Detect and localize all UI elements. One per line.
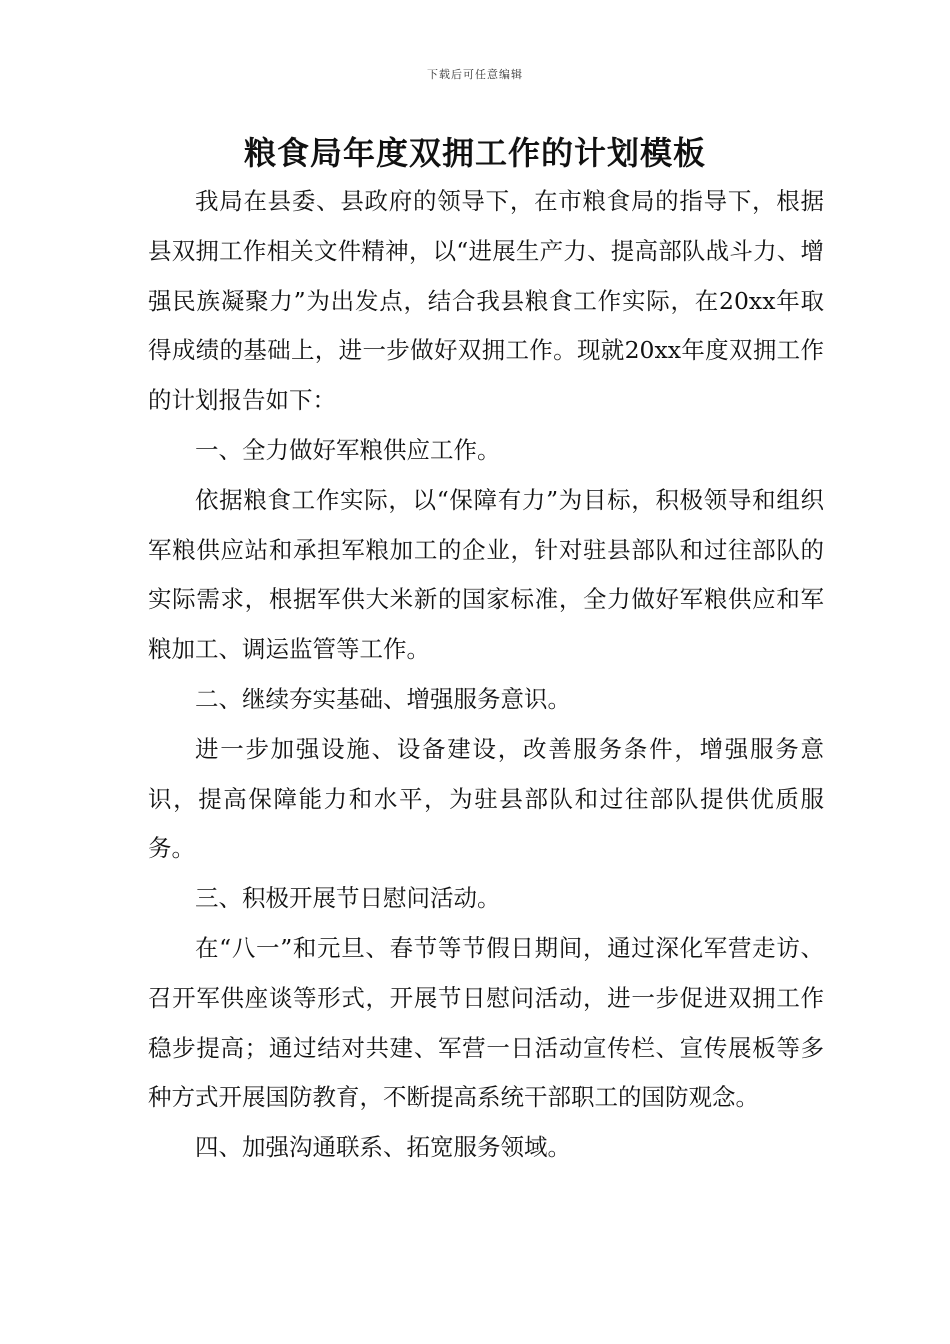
download-note: 下载后可任意编辑: [427, 68, 523, 81]
section-paragraph-3: 在“八一”和元旦、春节等节假日期间，通过深化军营走访、召开军供座谈等形式，开展节日慰问活动，进一步促进双拥工作稳步提高；通过结对共建、军营一日活动宣传栏、宣传展板等多种方式开展国防教育，不断提高系统干部职工的国防观念。: [148, 933, 824, 1112]
section-paragraph-1: 依据粮食工作实际，以“保障有力”为目标，积极领导和组织军粮供应站和承担军粮加工的企业，针对驻县部队和过往部队的实际需求，根据军供大米新的国家标准，全力做好军粮供应和军粮加工、调运监管等工作。: [148, 485, 824, 664]
document-title: 粮食局年度双拥工作的计划模板: [243, 134, 706, 172]
section-heading-4: 四、加强沟通联系、拓宽服务领域。: [195, 1133, 571, 1162]
intro-paragraph: 我局在县委、县政府的领导下，在市粮食局的指导下，根据县双拥工作相关文件精神，以“进展生产力、提高部队战斗力、增强民族凝聚力”为出发点，结合我县粮食工作实际，在20xx年取得成绩的基础上，进一步做好双拥工作。现就20xx年度双拥工作的计划报告如下：: [148, 187, 824, 415]
section-heading-2: 二、继续夯实基础、增强服务意识。: [195, 684, 571, 713]
document-body: [148, 177, 824, 1173]
section-paragraph-2: 进一步加强设施、设备建设，改善服务条件，增强服务意识，提高保障能力和水平，为驻县部队和过往部队提供优质服务。: [148, 734, 824, 863]
section-heading-3: 三、积极开展节日慰问活动。: [195, 884, 501, 913]
section-heading-1: 一、全力做好军粮供应工作。: [195, 435, 501, 464]
